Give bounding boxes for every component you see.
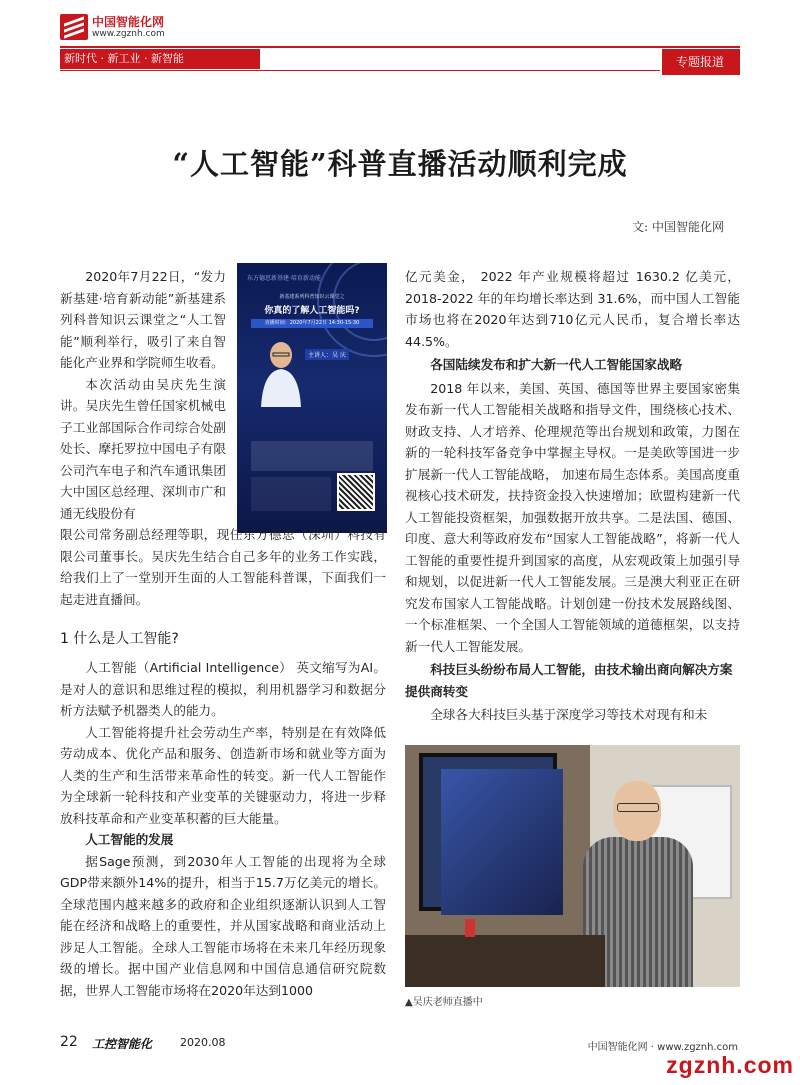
- market-growth-paragraph: 亿元美金， 2022 年产业规模将超过 1630.2 亿美元，2018-2022 年的年均增长率达到 31.6%，而中国人工智能市场也将在2020年达到710亿元人民币，复合增长率达44.5%。: [405, 269, 740, 349]
- lecture-photo: [405, 745, 740, 987]
- photo-screen: [419, 753, 557, 911]
- ai-impact-paragraph: 人工智能将提升社会劳动生产率，特别是在有效降低劳动成本、优化产品和服务、创造新市场和就业等方面为人类的生产和生活带来革命性的转变。新一代人工智能作为全球新一轮科技和产业变革的关键驱动力，将进一步释放科技革命和产业变革积蓄的巨大能量。: [60, 724, 386, 826]
- event-poster: [237, 263, 387, 533]
- poster-question: 你真的了解人工智能吗?: [264, 306, 360, 316]
- subheading-tech-giants: 科技巨头纷纷布局人工智能，由技术输出商向解决方案提供商转变: [405, 662, 733, 699]
- column-label: 专题报道: [660, 49, 740, 75]
- byline: 文: 中国智能化网: [632, 220, 724, 234]
- poster-top-text: 东方德思新基建·培育新动能: [247, 275, 321, 282]
- logo-url: www.zgznh.com: [92, 29, 165, 39]
- site-logo: [60, 14, 88, 40]
- photo-can: [465, 919, 475, 937]
- logo-name: 中国智能化网: [92, 15, 165, 29]
- issue-date: 2020.08: [180, 1036, 226, 1049]
- article-title: “人工智能”科普直播活动顺利完成: [172, 147, 628, 181]
- poster-info-block: [251, 477, 331, 511]
- tagline-bar: 新时代 · 新工业 · 新智能: [60, 49, 260, 69]
- footer-site: 中国智能化网 · www.zgznh.com: [587, 1042, 738, 1053]
- tech-giants-paragraph: 全球各大科技巨头基于深度学习等技术对现有和未: [430, 707, 708, 722]
- page-number: 22: [60, 1034, 78, 1050]
- subheading-national-strategy: 各国陆续发布和扩大新一代人工智能国家战略: [430, 357, 683, 372]
- left-column-body: [60, 524, 386, 1001]
- header-rule: [60, 46, 740, 48]
- poster-time: 直播时间：2020年7月22日 14:30-15:30: [251, 319, 373, 328]
- section-heading-1: 1 什么是人工智能?: [60, 631, 179, 647]
- watermark: zgznh.com: [666, 1052, 794, 1078]
- photo-glasses: [617, 803, 659, 812]
- poster-subtitle: 新基建系列科普知识云课堂之: [279, 294, 345, 300]
- ai-market-paragraph: 据Sage预测，到2030年人工智能的出现将为全球GDP带来额外14%的提升，相当于15.7万亿美元的增长。全球范围内越来越多的政府和企业组织逐渐认识到人工智能在经济和战略上的重要性，并从国家战略和商业活动上涉足人工智能。全球人工智能市场将在未来几年经历现象级的增长。据中国产业信息网和中国信息通信研究院数据，世界人工智能市场将在2020年达到1000: [60, 853, 386, 998]
- magazine-name: 工控智能化: [92, 1037, 153, 1051]
- photo-table: [405, 935, 605, 987]
- qr-code: [337, 473, 375, 511]
- intro-wrap-block: [60, 266, 226, 524]
- right-column-body: [405, 266, 740, 726]
- speaker-paragraph-wrap: 本次活动由吴庆先生演讲。吴庆先生曾任国家机械电子工业部国际合作司综合处副处长、摩托罗拉中国电子有限公司汽车电子和汽车通讯集团大中国区总经理、深圳市广和通无线股份有: [60, 376, 226, 521]
- header-thin-rule: [60, 70, 660, 71]
- speaker-portrait: [259, 337, 303, 407]
- subheading-ai-development: 人工智能的发展: [85, 832, 174, 847]
- poster-text-block: [251, 441, 373, 471]
- ai-definition-paragraph: 人工智能（Artificial Intelligence） 英文缩写为AI。是对人的意识和思维过程的模拟，利用机器学习和数据分析方法赋予机器类人的能力。: [60, 660, 386, 718]
- poster-speaker: 主讲人：吴 庆: [305, 349, 349, 360]
- national-strategy-paragraph: 2018 年以来，美国、英国、德国等世界主要国家密集发布新一代人工智能相关战略和指导文件，围绕核心技术、财政支持、人才培养、伦理规范等出台规划和政策，力图在新的一轮科技军备竞争中掌握主导权。一是美欧等国进一步扩展新一代人工智能战略， 加速布局生态体系。美国高度重视核心技术研发，扶持资金投入快速增加；欧盟构建新一代人工智能投资框架，加强数据开放共享。二是法国、德国、印度、意大利等政府发布“国家人工智能战略”，将新一代人工智能的重要性提升到国家的高度，从宏观政策上加强引导和规划，以促进新一代人工智能发展。三是澳大利亚正在研究发布国家人工智能战略。计划创建一份技术发展路线图、一个标准框架、一个全国人工智能领域的道德框架，以支持新一代人工智能发展。: [405, 380, 740, 654]
- photo-caption: ▲吴庆老师直播中: [405, 997, 483, 1008]
- intro-paragraph: 2020年7月22日，“发力新基建·培育新动能”新基建系列科普知识云课堂之“人工智能”顺利举行，吸引了来自智能化产业界和学院师生收看。: [60, 269, 226, 370]
- speaker-paragraph-continued: 限公司常务副总经理等职，现任东方德思（深圳）科技有限公司董事长。吴庆先生结合自己多年的业务工作实践，给我们上了一堂别开生面的人工智能科普课，下面我们一起走进直播间。: [60, 527, 386, 607]
